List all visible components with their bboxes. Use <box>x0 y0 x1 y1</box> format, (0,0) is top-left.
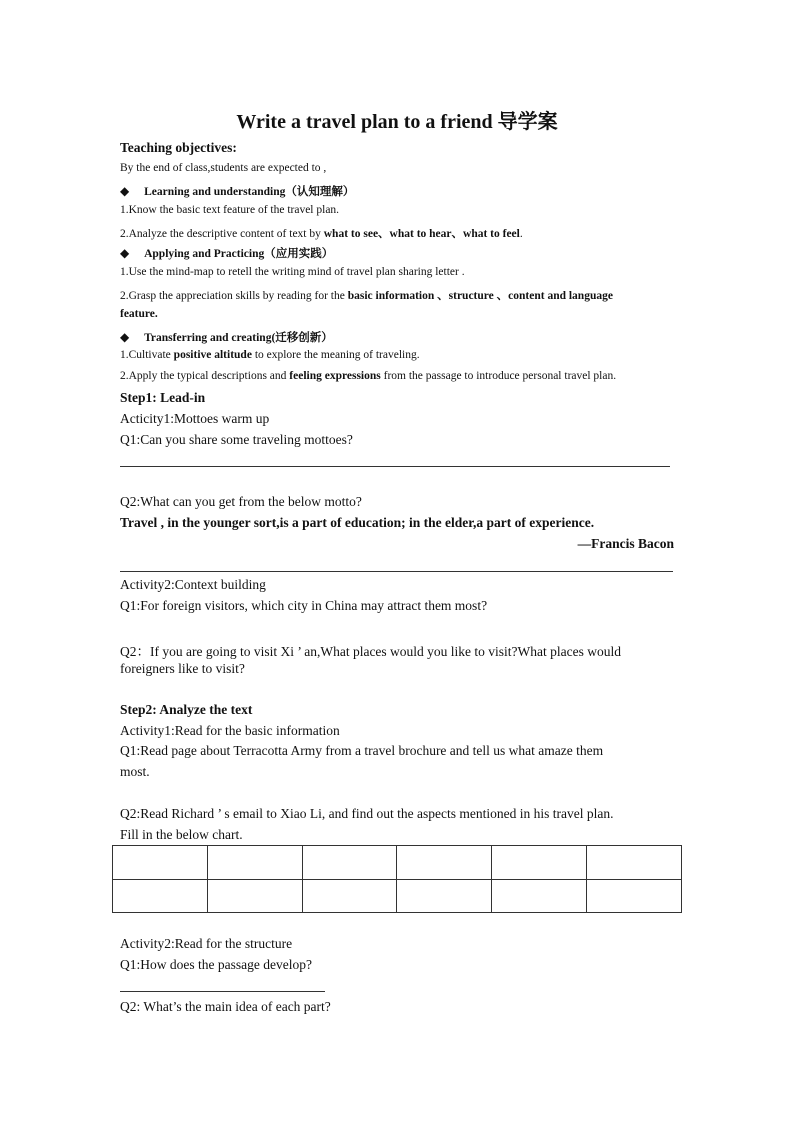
aspects-chart <box>112 845 682 913</box>
step2-activity1: Activity1:Read for the basic information <box>120 723 340 738</box>
page-title: Write a travel plan to a friend 导学案 <box>236 111 558 133</box>
answer-line[interactable] <box>120 466 670 467</box>
objective-applying-practicing <box>120 245 333 261</box>
objective-item: 2.Analyze the descriptive content of text by what to see、what to hear、what to feel. <box>120 228 523 240</box>
chart-cell[interactable] <box>397 879 492 913</box>
objective-item: 1.Know the basic text feature of the travel plan. <box>120 204 340 216</box>
objective-transferring-creating <box>120 329 333 345</box>
chart-cell[interactable] <box>587 846 682 880</box>
objective-item: 2.Apply the typical descriptions and feeling expressions from the passage to introduce personal travel plan. <box>120 370 617 382</box>
objective-label: Learning and understanding（认知理解） <box>144 186 355 198</box>
objective-item: 1.Cultivate positive altitude to explore the meaning of traveling. <box>120 349 420 361</box>
answer-line[interactable] <box>120 571 673 572</box>
chart-cell[interactable] <box>113 846 208 880</box>
chart-cell[interactable] <box>492 879 587 913</box>
step1-activity2: Activity2:Context building <box>120 577 266 592</box>
step1-q1: Q1:Can you share some traveling mottoes? <box>120 432 353 447</box>
step1-a2-q2-cont: foreigners like to visit? <box>120 661 245 676</box>
step2-heading: Step2: Analyze the text <box>120 702 253 717</box>
step2-q2: Q2:Read Richard ’ s email to Xiao Li, and find out the aspects mentioned in his travel plan. <box>120 806 614 821</box>
step1-a2-q1: Q1:For foreign visitors, which city in China may attract them most? <box>120 598 488 613</box>
chart-row <box>113 879 682 913</box>
step1-a2-q2: Q2：If you are going to visit Xi ’ an,What places would you like to visit?What places would <box>120 644 622 659</box>
motto-quote: Travel , in the younger sort,is a part of education; in the elder,a part of experience. <box>120 515 595 530</box>
objectives-intro: By the end of class,students are expected to , <box>120 162 327 174</box>
step2-activity2: Activity2:Read for the structure <box>120 936 293 951</box>
chart-cell[interactable] <box>492 846 587 880</box>
objective-learning-understanding <box>120 183 354 199</box>
step1-heading: Step1: Lead-in <box>120 390 206 405</box>
diamond-bullet-icon: ◆ <box>120 330 130 344</box>
step2-a2-q1: Q1:How does the passage develop? <box>120 957 312 972</box>
chart-cell[interactable] <box>207 879 302 913</box>
diamond-bullet-icon: ◆ <box>120 246 130 260</box>
motto-author: —Francis Bacon <box>577 536 674 551</box>
chart-cell[interactable] <box>302 879 397 913</box>
answer-line[interactable] <box>120 991 325 992</box>
step2-q1: Q1:Read page about Terracotta Army from a travel brochure and tell us what amaze them <box>120 743 604 758</box>
chart-cell[interactable] <box>207 846 302 880</box>
objective-item: 1.Use the mind-map to retell the writing mind of travel plan sharing letter . <box>120 266 465 278</box>
chart-cell[interactable] <box>587 879 682 913</box>
step2-q1-cont: most. <box>120 764 150 779</box>
objective-item: 2.Grasp the appreciation skills by reading for the basic information 、structure 、content and language <box>120 290 613 302</box>
chart-cell[interactable] <box>302 846 397 880</box>
chart-cell[interactable] <box>397 846 492 880</box>
objective-item: feature. <box>120 308 158 320</box>
diamond-bullet-icon: ◆ <box>120 184 130 198</box>
objective-label: Applying and Practicing（应用实践） <box>144 248 334 260</box>
step2-a2-q2: Q2: What’s the main idea of each part? <box>120 999 331 1014</box>
step1-activity1: Acticity1:Mottoes warm up <box>120 411 270 426</box>
chart-row <box>113 846 682 880</box>
objectives-heading: Teaching objectives: <box>120 140 237 155</box>
step1-q2: Q2:What can you get from the below motto? <box>120 494 362 509</box>
step2-q2-cont: Fill in the below chart. <box>120 827 243 842</box>
objective-label: Transferring and creating(迁移创新） <box>144 332 333 344</box>
chart-cell[interactable] <box>113 879 208 913</box>
